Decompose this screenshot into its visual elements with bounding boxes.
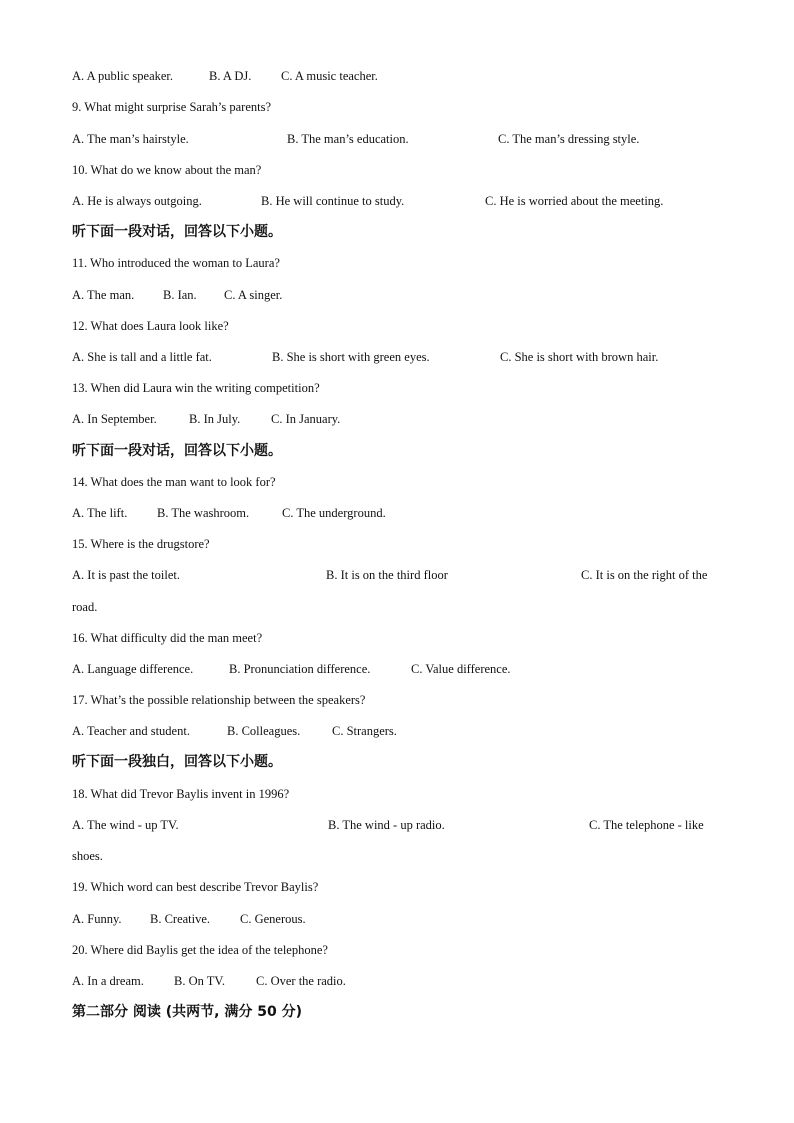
question-text-continued: shoes. bbox=[72, 849, 103, 863]
option-b: B. He will continue to study. bbox=[261, 194, 405, 208]
option-a: A. A public speaker. bbox=[72, 69, 174, 83]
option-c: C. A singer. bbox=[224, 288, 283, 302]
option-c: C. The telephone - like bbox=[589, 818, 704, 832]
option-a: A. He is always outgoing. bbox=[72, 194, 202, 208]
option-b: B. She is short with green eyes. bbox=[272, 350, 430, 364]
option-c: C. He is worried about the meeting. bbox=[485, 194, 664, 208]
option-c: C. Over the radio. bbox=[256, 974, 346, 988]
question-text: 11. Who introduced the woman to Laura? bbox=[72, 256, 280, 270]
option-b: B. The wind - up radio. bbox=[328, 818, 445, 832]
option-a: A. In a dream. bbox=[72, 974, 144, 988]
question-text: 13. When did Laura win the writing competition? bbox=[72, 381, 320, 395]
option-a: A. The man’s hairstyle. bbox=[72, 132, 189, 146]
option-a: A. The wind - up TV. bbox=[72, 818, 179, 832]
option-a: A. It is past the toilet. bbox=[72, 568, 180, 582]
option-a: A. The man. bbox=[72, 288, 135, 302]
option-b: B. Creative. bbox=[150, 912, 211, 926]
question-text: 17. What’s the possible relationship between the speakers? bbox=[72, 693, 366, 707]
question-text: 19. Which word can best describe Trevor Baylis? bbox=[72, 880, 319, 894]
option-a: A. The lift. bbox=[72, 506, 128, 520]
question-text: 18. What did Trevor Baylis invent in 1996? bbox=[72, 787, 290, 801]
question-text: 20. Where did Baylis get the idea of the telephone? bbox=[72, 943, 328, 957]
option-b: B. The washroom. bbox=[157, 506, 250, 520]
section-heading: 听下面一段独白，回答以下小题。 bbox=[72, 754, 282, 770]
part-heading: 第二部分 阅读 (共两节, 满分 50 分) bbox=[72, 1004, 302, 1020]
option-c: C. Strangers. bbox=[332, 724, 397, 738]
option-a: A. She is tall and a little fat. bbox=[72, 350, 212, 364]
option-a: A. Funny. bbox=[72, 912, 122, 926]
option-c: C. Generous. bbox=[240, 912, 306, 926]
question-text: 10. What do we know about the man? bbox=[72, 163, 262, 177]
question-text: 12. What does Laura look like? bbox=[72, 319, 229, 333]
option-c: C. It is on the right of the bbox=[581, 568, 708, 582]
option-c: C. The underground. bbox=[282, 506, 386, 520]
question-text: 9. What might surprise Sarah’s parents? bbox=[72, 100, 272, 114]
option-b: B. On TV. bbox=[174, 974, 225, 988]
option-c: C. Value difference. bbox=[411, 662, 511, 676]
section-heading: 听下面一段对话，回答以下小题。 bbox=[72, 443, 282, 459]
option-c: C. She is short with brown hair. bbox=[500, 350, 659, 364]
option-a: A. In September. bbox=[72, 412, 157, 426]
section-heading: 听下面一段对话，回答以下小题。 bbox=[72, 224, 282, 240]
option-b: B. Pronunciation difference. bbox=[229, 662, 371, 676]
option-b: B. In July. bbox=[189, 412, 241, 426]
question-text-continued: road. bbox=[72, 600, 98, 614]
option-b: B. Ian. bbox=[163, 288, 197, 302]
option-a: A. Teacher and student. bbox=[72, 724, 190, 738]
option-b: B. It is on the third floor bbox=[326, 568, 448, 582]
question-text: 14. What does the man want to look for? bbox=[72, 475, 276, 489]
option-c: C. The man’s dressing style. bbox=[498, 132, 640, 146]
option-c: C. A music teacher. bbox=[281, 69, 378, 83]
option-b: B. Colleagues. bbox=[227, 724, 301, 738]
option-a: A. Language difference. bbox=[72, 662, 194, 676]
question-text: 15. Where is the drugstore? bbox=[72, 537, 210, 551]
option-b: B. The man’s education. bbox=[287, 132, 409, 146]
option-c: C. In January. bbox=[271, 412, 341, 426]
question-text: 16. What difficulty did the man meet? bbox=[72, 631, 263, 645]
option-b: B. A DJ. bbox=[209, 69, 252, 83]
